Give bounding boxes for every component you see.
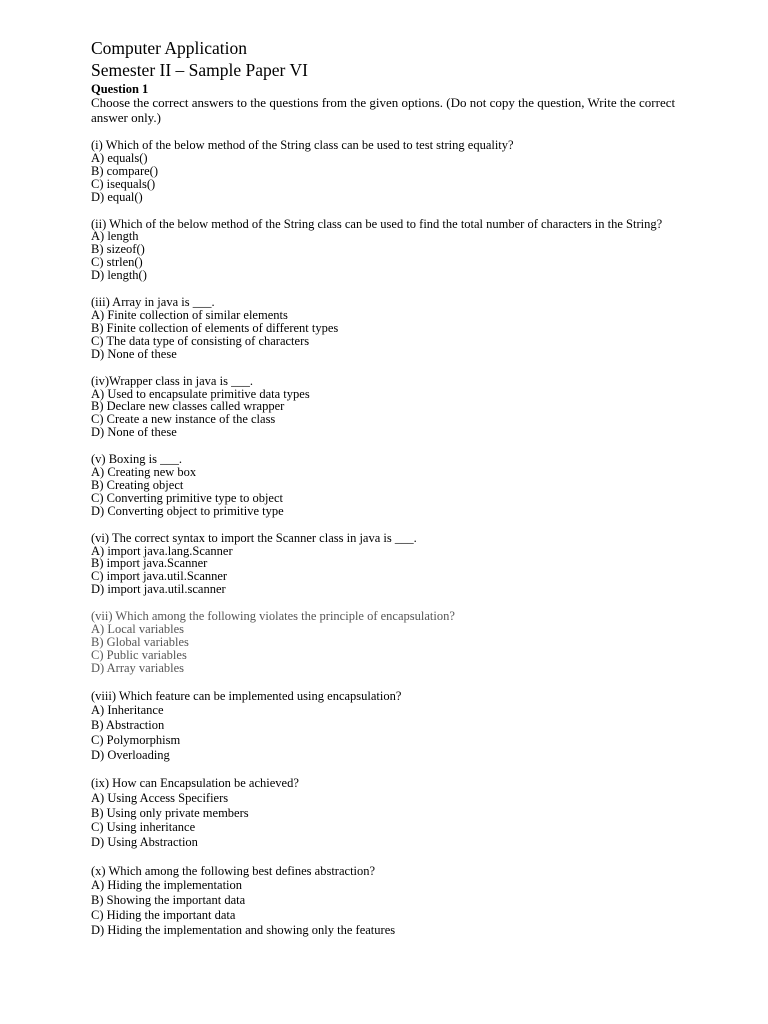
question-stem: (v) Boxing is ___. [91, 452, 182, 467]
question-heading: Question 1 [91, 82, 149, 96]
option: A) import java.lang.Scanner [91, 543, 233, 558]
question-2 [91, 218, 691, 283]
question-10 [91, 864, 691, 938]
option: D) equal() [91, 189, 143, 204]
question-7 [91, 610, 691, 675]
question-5 [91, 453, 691, 518]
question-stem: (ii) Which of the below method of the String class can be used to find the total number of characters in the String? [91, 216, 663, 231]
question-6 [91, 532, 691, 597]
option: B) Declare new classes called wrapper [91, 399, 285, 414]
option: B) Showing the important data [91, 893, 246, 908]
instruction-text: Choose the correct answers to the questions from the given options. (Do not copy the question, Write the correct answer only.) [91, 95, 676, 125]
option: D) Converting object to primitive type [91, 503, 284, 518]
option: B) compare() [91, 163, 158, 178]
option: C) The data type of consisting of characters [91, 333, 310, 348]
question-4 [91, 375, 691, 440]
option: A) Inheritance [91, 703, 164, 718]
question-stem: (iv)Wrapper class in java is ___. [91, 373, 253, 388]
document-title: Computer Application [91, 38, 248, 58]
option: C) strlen() [91, 255, 143, 270]
option: A) length [91, 229, 139, 244]
option: C) Create a new instance of the class [91, 412, 276, 427]
question-stem: (iii) Array in java is ___. [91, 295, 215, 310]
option: B) Abstraction [91, 718, 165, 733]
option: C) Public variables [91, 647, 187, 662]
option: C) Hiding the important data [91, 907, 236, 922]
option: B) sizeof() [91, 242, 145, 257]
document-subtitle: Semester II – Sample Paper VI [91, 60, 308, 80]
question-stem: (x) Which among the following best defines abstraction? [91, 863, 376, 878]
option: B) Creating object [91, 477, 184, 492]
question-stem: (ix) How can Encapsulation be achieved? [91, 776, 299, 791]
question-9 [91, 776, 691, 850]
option: A) equals() [91, 150, 148, 165]
question-stem: (vi) The correct syntax to import the Scanner class in java is ___. [91, 530, 417, 545]
question-stem: (i) Which of the below method of the String class can be used to test string equality? [91, 138, 514, 152]
option: A) Creating new box [91, 465, 197, 480]
option: C) Using inheritance [91, 820, 196, 835]
option: B) Global variables [91, 635, 189, 649]
option: D) Hiding the implementation and showing only the features [91, 922, 396, 937]
question-stem: (viii) Which feature can be implemented using encapsulation? [91, 688, 402, 703]
question-3 [91, 296, 691, 361]
option: D) Using Abstraction [91, 835, 198, 850]
option: D) Array variables [91, 660, 185, 675]
option: A) Local variables [91, 622, 185, 637]
option: A) Using Access Specifiers [91, 790, 229, 805]
option: C) Converting primitive type to object [91, 490, 283, 505]
question-1 [91, 139, 691, 204]
option: B) Finite collection of elements of different types [91, 320, 339, 335]
option: A) Finite collection of similar elements [91, 307, 288, 322]
option: D) Overloading [91, 747, 170, 762]
option: D) length() [91, 268, 147, 283]
question-8 [91, 689, 691, 763]
option: C) import java.util.Scanner [91, 569, 228, 584]
option: B) import java.Scanner [91, 556, 208, 571]
option: C) Polymorphism [91, 732, 181, 747]
option: B) Using only private members [91, 805, 249, 820]
document-page [91, 37, 691, 937]
option: D) import java.util.scanner [91, 582, 226, 597]
option: D) None of these [91, 346, 177, 361]
option: A) Hiding the implementation [91, 878, 243, 893]
option: A) Used to encapsulate primitive data types [91, 386, 310, 401]
question-stem: (vii) Which among the following violates the principle of encapsulation? [91, 609, 455, 624]
option: C) isequals() [91, 176, 156, 191]
option: D) None of these [91, 425, 177, 440]
